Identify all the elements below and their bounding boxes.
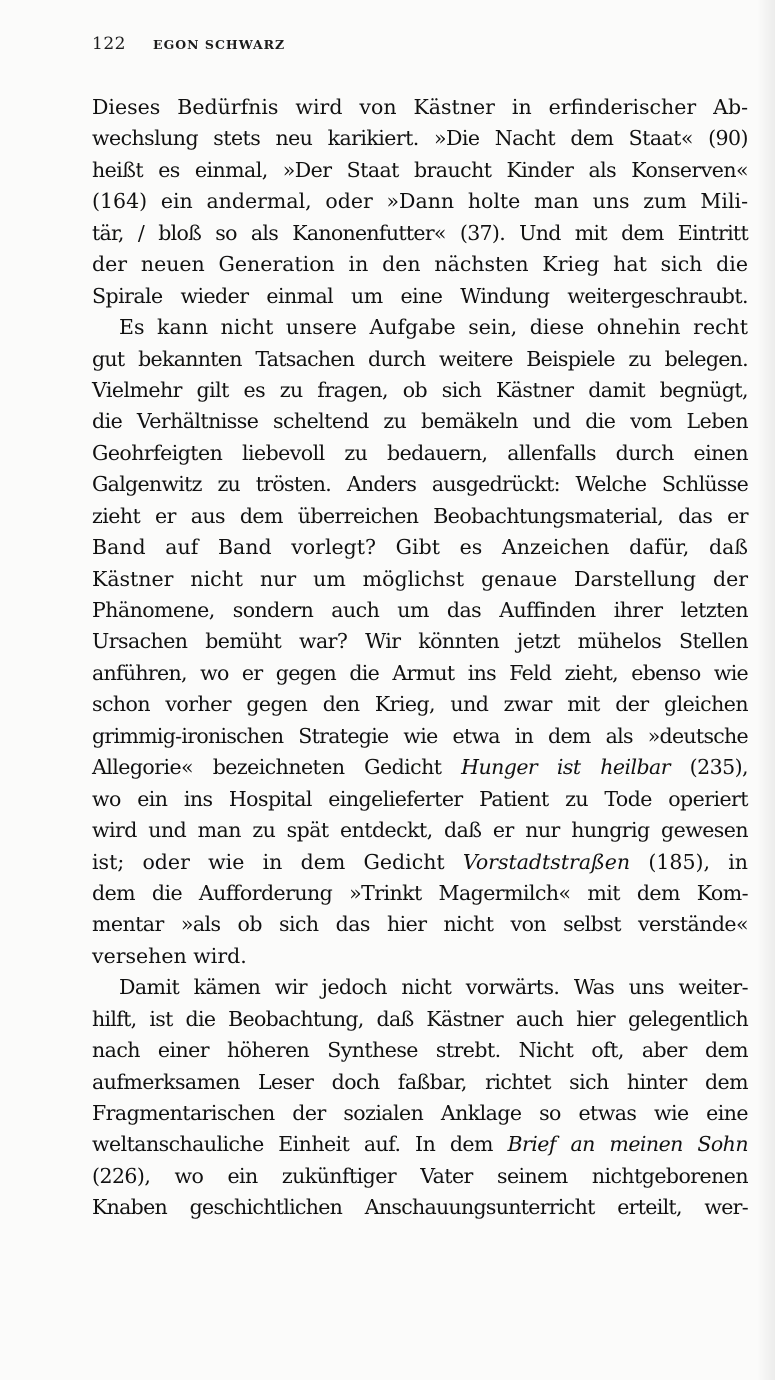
text-line: Vielmehr gilt es zu fragen, ob sich Kästner damit begnügt, [92, 377, 748, 402]
text-line: hilft, ist die Beobachtung, daß Kästner auch hier gelegentlich [92, 1006, 748, 1031]
text-line: Damit kämen wir jedoch nicht vorwärts. Was uns weiter- [119, 975, 748, 1000]
line-text-end: (235), [669, 755, 749, 780]
text-line: (226), wo ein zukünftiger Vater seinem nichtgeborenen [92, 1163, 748, 1188]
poem-title: Vorstadtstraßen [462, 849, 631, 874]
text-line: grimmig-ironischen Strategie wie etwa in dem als »deutsche [92, 723, 748, 748]
text-line: Geohrfeigten liebevoll zu bedauern, allenfalls durch einen [92, 440, 748, 465]
text-line: Ursachen bemüht war? Wir könnten jetzt mühelos Stellen [92, 629, 748, 654]
text-line [92, 752, 748, 783]
text-line: wo ein ins Hospital eingelieferter Patient zu Tode operiert [92, 786, 748, 811]
text-line: Phänomene, sondern auch um das Auffinden ihrer letzten [92, 598, 748, 622]
line-text-start: weltanschauliche Einheit auf. In dem [92, 1132, 508, 1157]
paragraph-2 [92, 312, 748, 972]
text-line [92, 1129, 748, 1160]
text-line: Knaben geschichtlichen Anschauungsunterricht erteilt, wer- [92, 1195, 748, 1220]
running-head [92, 34, 285, 54]
text-line: anführen, wo er gegen die Armut ins Feld zieht, ebenso wie [92, 660, 748, 685]
text-line: schon vorher gegen den Krieg, und zwar mit der gleichen [92, 692, 748, 717]
text-line: versehen wird. [92, 943, 247, 968]
poem-title: Brief an meinen Sohn [507, 1132, 748, 1157]
text-line: gut bekannten Tatsachen durch weitere Beispiele zu belegen. [92, 346, 748, 371]
text-line: tär, / bloß so als Kanonenfutter« (37). Und mit dem Eintritt [92, 220, 748, 245]
text-line: heißt es einmal, »Der Staat braucht Kinder als Konserven« [92, 157, 748, 182]
text-line: Dieses Bedürfnis wird von Kästner in erfinderischer Ab- [92, 95, 748, 119]
text-line [92, 847, 748, 878]
text-line: zieht er aus dem überreichen Beobachtungsmaterial, das er [92, 503, 748, 528]
text-line: Fragmentarischen der sozialen Anklage so etwas wie eine [92, 1101, 748, 1125]
text-line: Galgenwitz zu trösten. Anders ausgedrückt: Welche Schlüsse [92, 472, 748, 497]
text-line: wird und man zu spät entdeckt, daß er nur hungrig gewesen [92, 818, 748, 843]
text-line: die Verhältnisse scheltend zu bemäkeln und die vom Leben [92, 409, 748, 434]
running-head-author: EGON SCHWARZ [153, 37, 286, 52]
text-line: der neuen Generation in den nächsten Krieg hat sich die [92, 252, 748, 277]
paragraph-3 [92, 972, 748, 1224]
page-number: 122 [92, 34, 126, 54]
line-text-end: (185), in [630, 849, 748, 874]
text-line: Band auf Band vorlegt? Gibt es Anzeichen dafür, daß [92, 535, 748, 560]
text-line: aufmerksamen Leser doch faßbar, richtet sich hinter dem [92, 1069, 748, 1094]
body-text [92, 92, 748, 1224]
text-line: Kästner nicht nur um möglichst genaue Darstellung der [92, 566, 748, 591]
line-text-start: Allegorie« bezeichneten Gedicht [92, 755, 462, 780]
text-line: mentar »als ob sich das hier nicht von selbst verstände« [92, 912, 748, 937]
page-edge-shadow [757, 0, 775, 1380]
text-line: nach einer höheren Synthese strebt. Nicht oft, aber dem [92, 1038, 748, 1063]
text-line: Spirale wieder einmal um eine Windung weitergeschraubt. [92, 283, 748, 308]
text-line: dem die Aufforderung »Trinkt Magermilch« mit dem Kom- [92, 880, 748, 905]
paragraph-1 [92, 92, 748, 312]
poem-title: Hunger ist heilbar [461, 755, 670, 780]
line-text-start: ist; oder wie in dem Gedicht [92, 849, 463, 874]
text-line: Es kann nicht unsere Aufgabe sein, diese ohnehin recht [119, 315, 748, 340]
text-line: wechslung stets neu karikiert. »Die Nacht dem Staat« (90) [92, 126, 748, 151]
text-line: (164) ein andermal, oder »Dann holte man uns zum Mili- [92, 189, 748, 214]
